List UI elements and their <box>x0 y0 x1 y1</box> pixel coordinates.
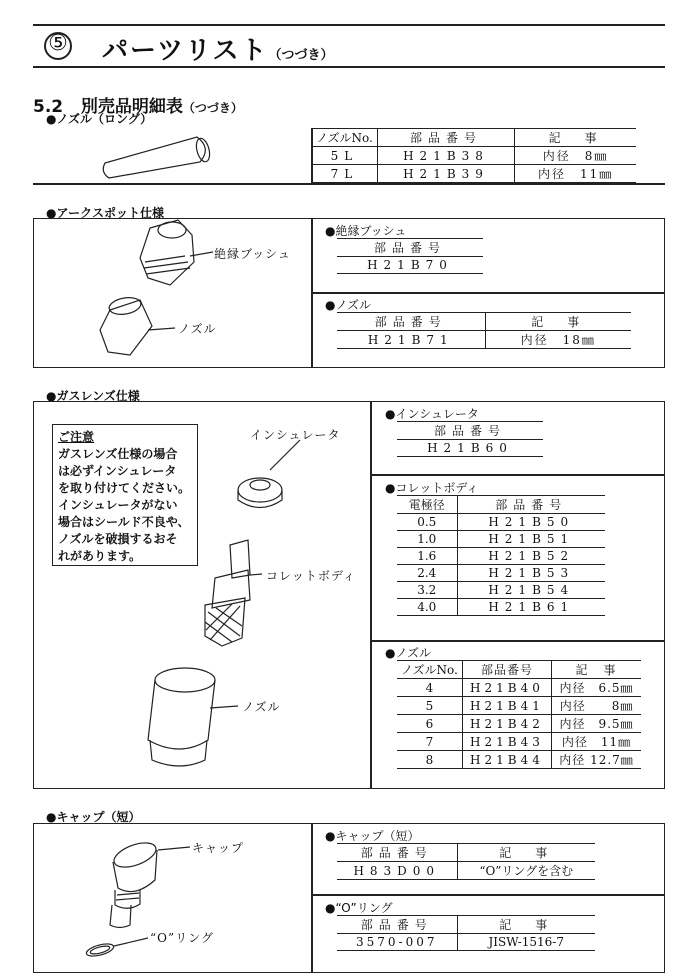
collet-table <box>397 495 605 616</box>
section-number: 5.2 <box>33 97 64 117</box>
col-part-number: 部品番号 <box>337 916 457 934</box>
caution-note <box>52 424 198 566</box>
section-suffix: （つづき） <box>182 101 243 115</box>
table-row <box>397 733 641 751</box>
remarks-cell: 内径 11㎜ <box>552 733 641 751</box>
arc-spot-label: ●アークスポット仕様 <box>46 206 164 220</box>
col-part-number: 部品番号 <box>377 129 514 147</box>
insulator-callout: インシュレータ <box>250 428 341 442</box>
part-number-cell: H21B44 <box>462 751 551 769</box>
col-nozzle-no: ノズルNo. <box>397 661 462 679</box>
table-row <box>397 751 641 769</box>
part-number-cell: 3570-007 <box>337 934 457 951</box>
gas-lens-rule-2 <box>370 640 665 642</box>
electrode-dia-cell: 4.0 <box>397 599 457 616</box>
col-part-number: 部品番号 <box>397 422 543 440</box>
cap-table-label: ●キャップ（短） <box>325 829 420 843</box>
table-row <box>337 934 595 951</box>
chapter-number: ⑤ <box>48 31 68 56</box>
col-remarks: 記 事 <box>457 844 595 862</box>
gas-lens-label: ●ガスレンズ仕様 <box>46 389 140 403</box>
remarks-cell: “O”リングを含む <box>457 862 595 880</box>
arc-spot-mid-rule <box>311 292 665 294</box>
table-row <box>397 531 605 548</box>
gas-lens-nozzle-callout: ノズル <box>242 700 281 714</box>
part-number-cell: H21B71 <box>337 331 485 349</box>
nozzle-no-cell: 6 <box>397 715 462 733</box>
col-remarks: 記 事 <box>552 661 641 679</box>
table-row <box>397 514 605 531</box>
arc-nozzle-table <box>337 312 631 349</box>
caution-title: ご注意 <box>58 430 95 444</box>
part-number-cell: H21B41 <box>462 697 551 715</box>
gas-nozzle-table <box>397 660 641 769</box>
o-ring-table <box>337 915 595 951</box>
table-row <box>397 440 543 457</box>
table-row <box>312 147 636 165</box>
collet-body-callout: コレットボディ <box>266 569 356 583</box>
cap-short-mid-rule <box>311 894 665 896</box>
part-number-cell: H21B42 <box>462 715 551 733</box>
table-row <box>397 679 641 697</box>
table-row <box>337 257 483 274</box>
part-number-cell: H21B53 <box>457 565 605 582</box>
table-row <box>312 165 636 183</box>
remarks-cell: 内径 18㎜ <box>485 331 631 349</box>
part-number-cell: H21B60 <box>397 440 543 457</box>
section-name: 別売品明細表 <box>80 97 183 117</box>
arc-nozzle-table-label: ●ノズル <box>325 298 371 312</box>
col-part-number: 部品番号 <box>462 661 551 679</box>
part-number-cell: H21B50 <box>457 514 605 531</box>
gas-lens-divider <box>370 401 372 789</box>
caution-line: ガスレンズ仕様の場合 <box>58 447 178 461</box>
nozzle-long-bottom-rule <box>33 183 665 185</box>
table-row <box>337 331 631 349</box>
table-row <box>397 565 605 582</box>
bush-callout: 絶縁ブッシュ <box>214 247 291 261</box>
nozzle-no-cell: 7L <box>312 165 377 183</box>
long-nozzle-illustration <box>103 137 212 178</box>
col-part-number: 部品番号 <box>337 844 457 862</box>
remarks-cell: 内径 6.5㎜ <box>552 679 641 697</box>
bush-table <box>337 238 483 274</box>
o-ring-table-label: ●“O”リング <box>325 901 393 915</box>
collet-table-label: ●コレットボディ <box>385 481 479 495</box>
arc-nozzle-callout: ノズル <box>178 322 217 336</box>
bush-table-label: ●絶縁ブッシュ <box>325 224 407 238</box>
part-number-cell: H21B70 <box>337 257 483 274</box>
cap-short-label: ●キャップ（短） <box>46 810 141 824</box>
part-number-cell: H21B39 <box>377 165 514 183</box>
remarks-cell: 内径 8㎜ <box>552 697 641 715</box>
part-number-cell: H21B51 <box>457 531 605 548</box>
table-row <box>397 599 605 616</box>
nozzle-no-cell: 7 <box>397 733 462 751</box>
gas-lens-rule-1 <box>370 474 665 476</box>
electrode-dia-cell: 2.4 <box>397 565 457 582</box>
o-ring-callout: “O”リング <box>150 931 214 945</box>
insulator-table-label: ●インシュレータ <box>385 407 479 421</box>
nozzle-long-label: ●ノズル（ロング） <box>46 112 153 126</box>
nozzle-long-table <box>312 128 636 183</box>
table-row <box>397 582 605 599</box>
table-row <box>337 862 595 880</box>
part-number-cell: H21B52 <box>457 548 605 565</box>
cap-short-divider <box>311 823 313 973</box>
remarks-cell: JISW-1516-7 <box>457 934 595 951</box>
part-number-cell: H21B54 <box>457 582 605 599</box>
part-number-cell: H83D00 <box>337 862 457 880</box>
col-remarks: 記 事 <box>515 129 636 147</box>
nozzle-no-cell: 8 <box>397 751 462 769</box>
electrode-dia-cell: 1.6 <box>397 548 457 565</box>
part-number-cell: H21B61 <box>457 599 605 616</box>
gas-nozzle-table-label: ●ノズル <box>385 646 431 660</box>
nozzle-no-cell: 5 <box>397 697 462 715</box>
col-nozzle-no: ノズルNo. <box>312 129 377 147</box>
caution-line: を取り付けてください。 <box>58 481 191 495</box>
table-row <box>397 697 641 715</box>
remarks-cell: 内径 11㎜ <box>515 165 636 183</box>
electrode-dia-cell: 0.5 <box>397 514 457 531</box>
nozzle-no-cell: 4 <box>397 679 462 697</box>
caution-line: は必ずインシュレータ <box>58 464 177 478</box>
page-title-text: パーツリスト <box>102 36 269 66</box>
cap-callout: キャップ <box>192 841 245 855</box>
part-number-cell: H21B43 <box>462 733 551 751</box>
remarks-cell: 内径 8㎜ <box>515 147 636 165</box>
page-title-suffix: （つづき） <box>268 48 334 63</box>
table-row <box>397 548 605 565</box>
col-remarks: 記 事 <box>457 916 595 934</box>
caution-line: 場合はシールド不良や、 <box>58 515 190 529</box>
col-remarks: 記 事 <box>485 313 631 331</box>
caution-line: ノズルを破損するおそ <box>58 532 178 546</box>
col-electrode-dia: 電極径 <box>397 496 457 514</box>
electrode-dia-cell: 3.2 <box>397 582 457 599</box>
table-row <box>397 715 641 733</box>
col-part-number: 部品番号 <box>337 313 485 331</box>
cap-table <box>337 843 595 880</box>
part-number-cell: H21B38 <box>377 147 514 165</box>
col-part-number: 部品番号 <box>337 239 483 257</box>
caution-line: れがあります。 <box>58 549 142 563</box>
col-part-number: 部品番号 <box>457 496 605 514</box>
nozzle-no-cell: 5L <box>312 147 377 165</box>
remarks-cell: 内径 9.5㎜ <box>552 715 641 733</box>
insulator-table <box>397 421 543 457</box>
part-number-cell: H21B40 <box>462 679 551 697</box>
remarks-cell: 内径 12.7㎜ <box>552 751 641 769</box>
caution-line: インシュレータがない <box>58 498 178 512</box>
electrode-dia-cell: 1.0 <box>397 531 457 548</box>
